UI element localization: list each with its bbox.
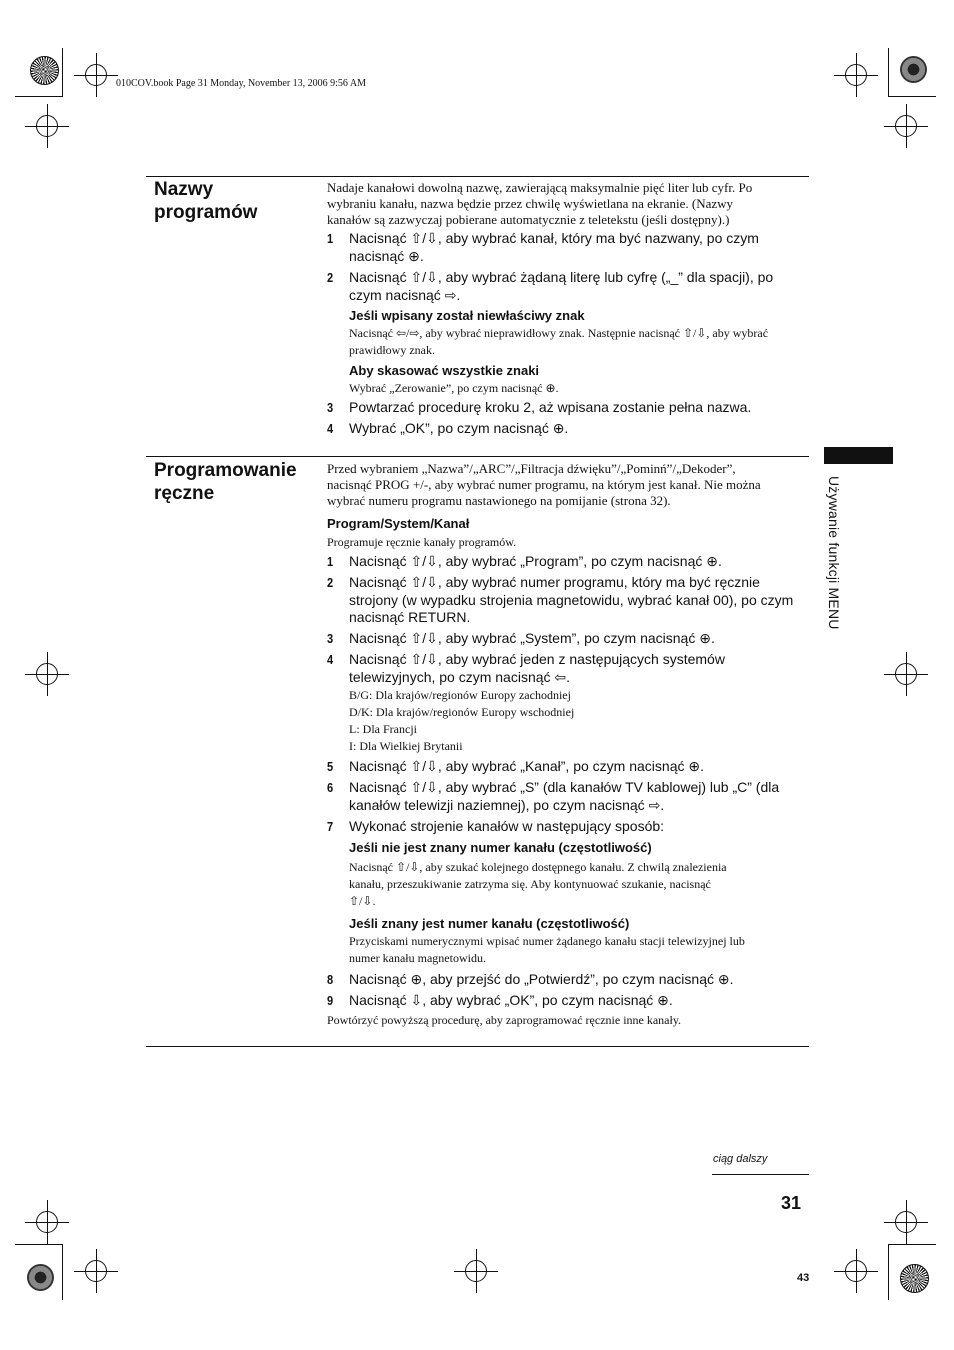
subheading-text: Nacisnąć ⇧/⇩, aby szukać kolejnego dostępnego kanału. Z chwilą znalezienia bbox=[349, 860, 727, 874]
section-title-programowanie-reczne: Programowanie ręczne bbox=[154, 460, 297, 504]
step-text: Nacisnąć ⇧/⇩, aby wybrać żądaną literę lub cyfrę („_” dla spacji), po bbox=[349, 269, 774, 285]
step-text: Powtarzać procedurę kroku 2, aż wpisana zostanie pełna nazwa. bbox=[349, 399, 752, 415]
step-text: Nacisnąć ⇧/⇩, aby wybrać numer programu, który ma być ręcznie bbox=[349, 574, 760, 590]
step-number: 3 bbox=[327, 400, 334, 415]
system-item: L: Dla Francji bbox=[349, 722, 417, 736]
registration-burst-icon bbox=[900, 1264, 929, 1293]
system-item: B/G: Dla krajów/regionów Europy zachodniej bbox=[349, 688, 571, 702]
step-text: kanałów telewizji naziemnej), po czym nacisnąć ⇨. bbox=[349, 797, 665, 813]
side-label: Używanie funkcji MENU bbox=[826, 476, 842, 630]
registration-burst-icon bbox=[30, 56, 59, 85]
step-number: 8 bbox=[327, 972, 334, 987]
intro-line: wybrać numeru programu nastawionego na pomijanie (strona 32). bbox=[327, 493, 671, 508]
crop-mark bbox=[62, 48, 63, 96]
step-text: Nacisnąć ⇧/⇩, aby wybrać kanał, który ma być nazwany, po czym bbox=[349, 230, 759, 246]
subheading: Jeśli znany jest numer kanału (częstotliwość) bbox=[349, 916, 630, 931]
continued-note: ciąg dalszy bbox=[713, 1153, 768, 1165]
step-number: 4 bbox=[327, 652, 334, 667]
step-text: Nacisnąć ⇩, aby wybrać „OK”, po czym nacisnąć ⊕. bbox=[349, 992, 673, 1008]
subheading-text: Programuje ręcznie kanały programów. bbox=[327, 535, 517, 549]
step-text: strojony (w wypadku strojenia magnetowidu, wybrać kanał 00), po czym bbox=[349, 592, 794, 608]
crop-mark bbox=[888, 48, 889, 96]
registration-target-icon bbox=[845, 1260, 867, 1282]
registration-target-icon bbox=[465, 1260, 487, 1282]
print-page-number: 43 bbox=[797, 1272, 810, 1284]
subheading-text: prawidłowy znak. bbox=[349, 343, 435, 357]
registration-target-icon bbox=[36, 663, 58, 685]
section-rule bbox=[146, 1046, 809, 1047]
intro-line: nacisnąć PROG +/-, aby wybrać numer programu, na którym jest kanał. Nie można bbox=[327, 477, 761, 492]
crop-mark bbox=[888, 96, 936, 97]
subheading-text: Wybrać „Zerowanie”, po czym nacisnąć ⊕. bbox=[349, 381, 559, 395]
step-number: 2 bbox=[327, 270, 334, 285]
step-text: Nacisnąć ⊕, aby przejść do „Potwierdź”, po czym nacisnąć ⊕. bbox=[349, 971, 734, 987]
crop-mark bbox=[15, 1244, 63, 1245]
footer-rule bbox=[712, 1174, 809, 1175]
subheading-text: kanału, przeszukiwanie zatrzyma się. Aby kontynuować szukanie, nacisnąć bbox=[349, 877, 711, 891]
step-number: 3 bbox=[327, 631, 334, 646]
section-title-nazwy-programow: Nazwy programów bbox=[154, 179, 258, 223]
step-number: 6 bbox=[327, 780, 334, 795]
section-rule bbox=[146, 456, 809, 457]
header-note: 010COV.book Page 31 Monday, November 13, 2006 9:56 AM bbox=[116, 78, 366, 89]
step-text: czym nacisnąć ⇨. bbox=[349, 287, 461, 303]
section-rule bbox=[146, 176, 809, 177]
intro-line: kanałów są zazwyczaj pobierane automatycznie z teletekstu (jeśli dostępny).) bbox=[327, 212, 730, 227]
registration-target-icon bbox=[36, 115, 58, 137]
step-text: Nacisnąć ⇧/⇩, aby wybrać jeden z następujących systemów bbox=[349, 651, 725, 667]
subheading-text: ⇧/⇩. bbox=[349, 894, 376, 908]
registration-target-icon bbox=[895, 115, 917, 137]
subheading-text: Nacisnąć ⇦/⇨, aby wybrać nieprawidłowy znak. Następnie nacisnąć ⇧/⇩, aby wybrać bbox=[349, 326, 769, 340]
step-text: telewizyjnych, po czym nacisnąć ⇦. bbox=[349, 669, 571, 685]
side-tab-marker bbox=[824, 447, 893, 464]
step-text: Wybrać „OK”, po czym nacisnąć ⊕. bbox=[349, 420, 569, 436]
registration-target-icon bbox=[895, 663, 917, 685]
intro-line: Przed wybraniem „Nazwa”/„ARC”/„Filtracja dźwięku”/„Pominń”/„Dekoder”, bbox=[327, 461, 736, 476]
step-number: 4 bbox=[327, 421, 334, 436]
outro-text: Powtórzyć powyższą procedurę, aby zaprogramować ręcznie inne kanały. bbox=[327, 1013, 682, 1027]
step-text: Nacisnąć ⇧/⇩, aby wybrać „S” (dla kanałów TV kablowej) lub „C” (dla bbox=[349, 779, 780, 795]
step-number: 1 bbox=[327, 554, 334, 569]
page-number: 31 bbox=[781, 1193, 802, 1213]
intro-line: wybraniu kanału, nazwa będzie przez chwilę wyświetlana na ekranie. (Nazwy bbox=[327, 196, 734, 211]
registration-target-icon bbox=[36, 1211, 58, 1233]
step-number: 1 bbox=[327, 231, 334, 246]
subheading-text: Przyciskami numerycznymi wpisać numer żądanego kanału stacji telewizyjnej lub bbox=[349, 934, 745, 948]
step-text: Nacisnąć ⇧/⇩, aby wybrać „System”, po czym nacisnąć ⊕. bbox=[349, 630, 715, 646]
intro-line: Nadaje kanałowi dowolną nazwę, zawierającą maksymalnie pięć liter lub cyfr. Po bbox=[327, 180, 753, 195]
subheading: Program/System/Kanał bbox=[327, 516, 470, 531]
registration-target-icon bbox=[845, 64, 867, 86]
step-text: nacisnąć ⊕. bbox=[349, 248, 424, 264]
subheading: Aby skasować wszystkie znaki bbox=[349, 363, 540, 378]
step-text: Wykonać strojenie kanałów w następujący sposób: bbox=[349, 818, 665, 834]
crop-mark bbox=[888, 1244, 889, 1300]
system-item: I: Dla Wielkiej Brytanii bbox=[349, 739, 463, 753]
registration-target-icon bbox=[85, 64, 107, 86]
step-number: 7 bbox=[327, 819, 334, 834]
step-text: nacisnąć RETURN. bbox=[349, 609, 471, 625]
system-item: D/K: Dla krajów/regionów Europy wschodniej bbox=[349, 705, 575, 719]
step-number: 2 bbox=[327, 575, 334, 590]
subheading: Jeśli nie jest znany numer kanału (częstotliwość) bbox=[349, 840, 652, 855]
registration-dot-icon bbox=[900, 56, 927, 83]
subheading-text: numer kanału magnetowidu. bbox=[349, 951, 486, 965]
step-number: 9 bbox=[327, 993, 334, 1008]
step-text: Nacisnąć ⇧/⇩, aby wybrać „Kanał”, po czym nacisnąć ⊕. bbox=[349, 758, 704, 774]
step-number: 5 bbox=[327, 759, 334, 774]
crop-mark bbox=[62, 1244, 63, 1300]
step-text: Nacisnąć ⇧/⇩, aby wybrać „Program”, po czym nacisnąć ⊕. bbox=[349, 553, 722, 569]
crop-mark bbox=[15, 96, 63, 97]
crop-mark bbox=[888, 1244, 936, 1245]
registration-dot-icon bbox=[27, 1264, 54, 1291]
subheading: Jeśli wpisany został niewłaściwy znak bbox=[349, 308, 585, 323]
registration-target-icon bbox=[895, 1211, 917, 1233]
registration-target-icon bbox=[85, 1260, 107, 1282]
